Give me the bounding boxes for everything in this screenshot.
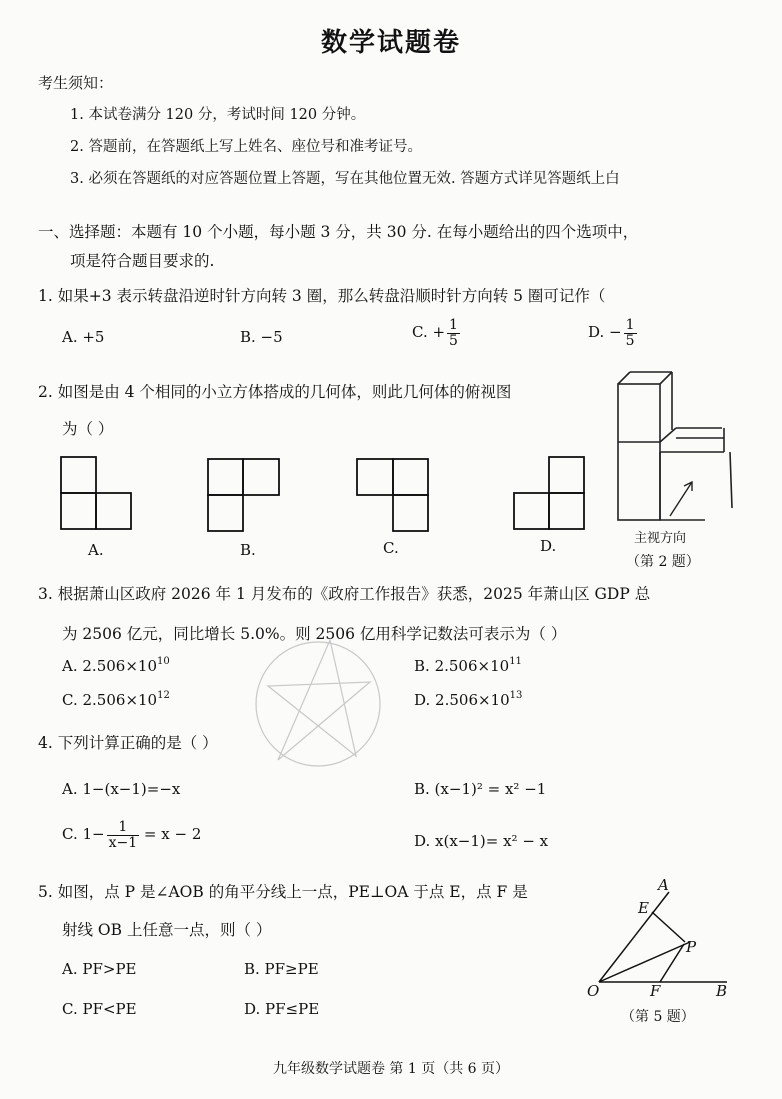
frac-den: x−1 (108, 834, 138, 851)
q5-option-b: B. PF≥PE (244, 960, 319, 978)
frac-num: 1 (449, 317, 458, 333)
q3-option-b-label: B. (414, 657, 430, 675)
q3-option-c-exp: 12 (157, 690, 170, 701)
q3-option-b-mantissa: 2.506×10 (434, 657, 510, 675)
q1-option-d-label: D. − (588, 323, 622, 342)
q2-option-b-label: B. (240, 541, 256, 559)
label-a: A (658, 876, 669, 894)
q2-arrow-label: 主视方向 (634, 531, 687, 546)
q3-option-a-label: A. (62, 657, 78, 675)
frac-num: 1 (107, 820, 140, 836)
label-p: P (686, 938, 697, 956)
q3-option-d-mantissa: 2.506×10 (435, 691, 510, 709)
section-heading-cont: 项是符合题目要求的. (70, 252, 215, 270)
frac-den: 5 (625, 332, 635, 349)
q5-caption: （第 5 题） (621, 1009, 695, 1025)
label-e: E (638, 899, 649, 917)
q4-option-b: B. (x−1)² = x² −1 (414, 780, 547, 798)
q2-option-d-label: D. (540, 537, 557, 555)
bisector-op (599, 942, 690, 982)
q1-option-b: B. −5 (240, 328, 283, 346)
frac-num: 1 (625, 317, 635, 333)
section-heading: 一、选择题：本题有 10 个小题，每小题 3 分，共 30 分. 在每小题给出的四个选项中， (38, 223, 639, 241)
label-o: O (587, 982, 600, 1000)
q3-option-c-mantissa: 2.506×10 (82, 691, 158, 709)
q2-caption: （第 2 题） (626, 554, 700, 570)
frac-den: 5 (449, 332, 458, 349)
q3-stem: 3. 根据萧山区政府 2026 年 1 月发布的《政府工作报告》获悉，2025 年萧山区 GDP 总 (38, 585, 651, 603)
q4-option-d: D. x(x−1)= x² − x (414, 832, 549, 850)
q5-stem: 5. 如图，点 P 是∠AOB 的角平分线上一点，PE⊥OA 于点 E，点 F 是 (38, 883, 528, 901)
q4-option-a: A. 1−(x−1)=−x (62, 780, 181, 798)
notice-item-3: 3. 必须在答题纸的对应答题位置上答题，写在其他位置无效. 答题方式详见答题纸上白 (70, 171, 620, 187)
q3-option-a-exp: 10 (157, 656, 170, 667)
q2-option-a-label: A. (88, 541, 104, 559)
notice-item-1: 1. 本试卷满分 120 分，考试时间 120 分钟。 (70, 107, 366, 123)
q3-option-c-label: C. (62, 691, 78, 709)
q3-option-d-exp: 13 (509, 690, 523, 701)
q1-option-c-label: C. + (412, 323, 446, 342)
q2-stem: 2. 如图是由 4 个相同的小立方体搭成的几何体，则此几何体的俯视图 (38, 383, 512, 401)
page-title: 数学试题卷 (320, 28, 461, 58)
q3-option-d-label: D. (414, 691, 431, 709)
segment-pe (652, 912, 685, 942)
q1-stem: 1. 如果+3 表示转盘沿逆时针方向转 3 圈，那么转盘沿顺时针方向转 5 圈可记作（ (38, 287, 606, 305)
q5-option-a: A. PF>PE (62, 960, 137, 978)
q4-option-c-prefix: C. 1− (62, 825, 105, 844)
q3-stem-cont: 为 2506 亿元，同比增长 5.0%。则 2506 亿用科学记数法可表示为（ ） (62, 625, 567, 643)
label-f: F (650, 982, 661, 1000)
q3-option-b-exp: 11 (509, 656, 522, 667)
q1-option-a: A. +5 (62, 328, 105, 346)
page-footer: 九年级数学试题卷 第 1 页（共 6 页） (272, 1061, 510, 1077)
q5-option-c: C. PF<PE (62, 1000, 137, 1018)
ray-oa (599, 892, 669, 982)
q4-stem: 4. 下列计算正确的是（ ） (38, 734, 218, 752)
q4-option-c-suffix: = x − 2 (143, 825, 202, 844)
q2-option-c-label: C. (383, 539, 399, 557)
q2-stem-cont: 为（ ） (62, 420, 114, 438)
q3-option-a-mantissa: 2.506×10 (82, 657, 157, 675)
notice-item-2: 2. 答题前，在答题纸上写上姓名、座位号和准考证号。 (70, 139, 422, 155)
q5-stem-cont: 射线 OB 上任意一点，则（ ） (62, 921, 272, 939)
label-b: B (716, 982, 728, 1000)
q5-option-d: D. PF≤PE (244, 1000, 320, 1018)
notice-heading: 考生须知： (38, 74, 114, 92)
